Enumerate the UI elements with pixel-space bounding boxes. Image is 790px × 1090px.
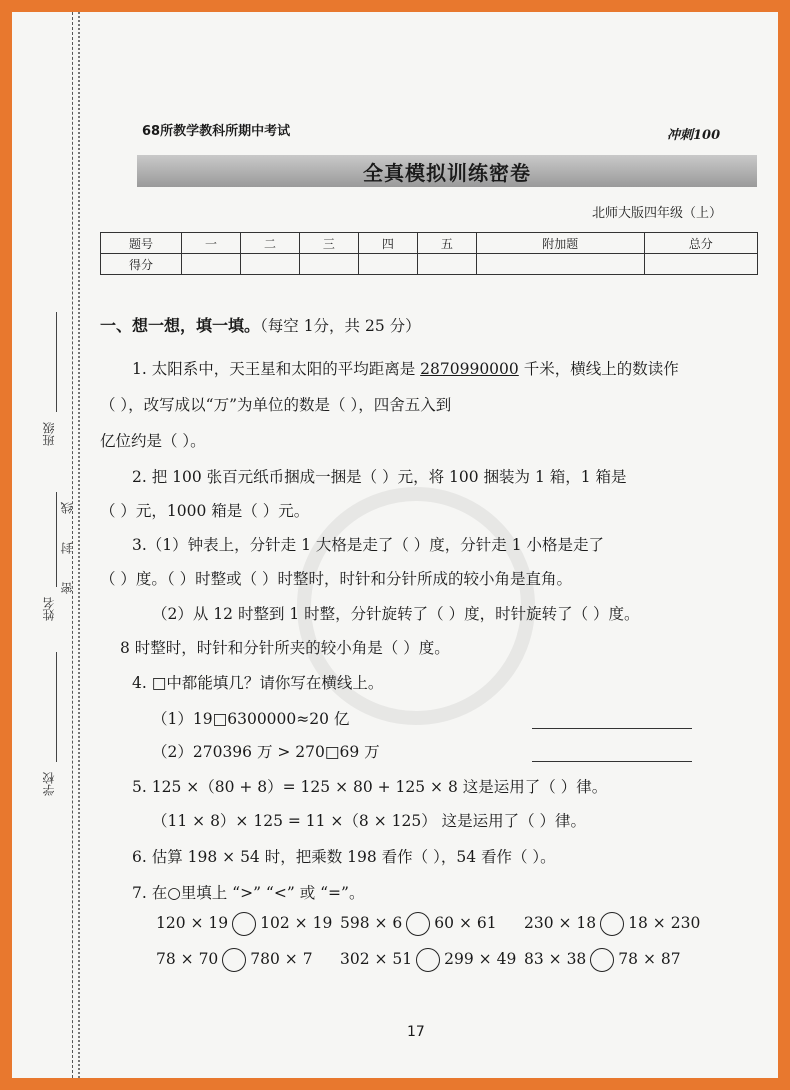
q1-line2: （ ），改写成以“万”为单位的数是（ ），四舍五入到 (100, 396, 452, 414)
compare-circle[interactable] (222, 948, 246, 972)
table-cell: 五 (417, 233, 476, 254)
page-title: 全真模拟训练密卷 (363, 161, 531, 185)
compare-circle[interactable] (406, 912, 430, 936)
class-label: 班级 (42, 422, 56, 446)
seal-char-3: 密 (60, 582, 74, 594)
compare-item: 83 × 38 78 × 87 (524, 948, 681, 972)
q2-line2: （ ）元，1000 箱是（ ）元。 (100, 502, 310, 520)
edition-label: 北师大版四年级（上） (592, 206, 723, 221)
sprint-logo: 冲刺100 (667, 128, 721, 143)
binding-dots (78, 12, 80, 1078)
exam-series: 68所教学教科所期中考试 (142, 124, 291, 139)
compare-item: 120 × 19 102 × 19 (156, 912, 332, 936)
score-table (100, 232, 758, 275)
q4-answer-line-2[interactable] (532, 761, 692, 762)
score-input[interactable] (476, 254, 644, 275)
q4-answer-line-1[interactable] (532, 728, 692, 729)
underlined-number: 2870990000 (420, 360, 519, 378)
score-input[interactable] (358, 254, 417, 275)
q4-line1: 4. □中都能填几？请你写在横线上。 (132, 674, 384, 692)
title-bar (137, 155, 757, 187)
name-line (56, 492, 57, 587)
q1-line3: 亿位约是（ ）。 (100, 432, 206, 450)
school-line (56, 652, 57, 762)
q3-line3: （2）从 12 时整到 1 时整，分针旋转了（ ）度，时针旋转了（ ）度。 (152, 605, 640, 623)
q3-line2: （ ）度。（ ）时整或（ ）时整时，时针和分针所成的较小角是直角。 (100, 570, 573, 588)
table-cell: 一 (182, 233, 241, 254)
q2-line1: 2. 把 100 张百元纸币捆成一捆是（ ）元，将 100 捆装为 1 箱，1 箱是 (132, 468, 627, 486)
compare-item: 230 × 18 18 × 230 (524, 912, 700, 936)
q1-line1: 1. 太阳系中，天王星和太阳的平均距离是 2870990000 千米，横线上的数读作 (132, 360, 679, 378)
table-cell: 得分 (101, 254, 182, 275)
compare-circle[interactable] (590, 948, 614, 972)
score-input[interactable] (644, 254, 757, 275)
q6-line1: 6. 估算 198 × 54 时，把乘数 198 看作（ ），54 看作（ ）。 (132, 848, 556, 866)
compare-circle[interactable] (232, 912, 256, 936)
compare-circle[interactable] (416, 948, 440, 972)
table-cell: 附加题 (476, 233, 644, 254)
compare-item: 302 × 51 299 × 49 (340, 948, 516, 972)
compare-item: 78 × 70 780 × 7 (156, 948, 313, 972)
class-line (56, 312, 57, 412)
table-row (101, 254, 758, 275)
table-row (101, 233, 758, 254)
table-cell: 题号 (101, 233, 182, 254)
q3-line4: 8 时整时，时针和分针所夹的较小角是（ ）度。 (120, 639, 450, 657)
seal-char-1: 线 (60, 502, 74, 514)
table-cell: 三 (299, 233, 358, 254)
q5-line1: 5. 125 ×（80 + 8）= 125 × 80 + 125 × 8 这是运用了（ ）律。 (132, 778, 608, 796)
section1-heading: 一、想一想，填一填。（每空 1分，共 25 分） (100, 316, 421, 335)
table-cell: 二 (240, 233, 299, 254)
compare-item: 598 × 6 60 × 61 (340, 912, 497, 936)
name-label: 姓名 (42, 597, 56, 621)
score-input[interactable] (417, 254, 476, 275)
exam-paper (12, 12, 778, 1078)
q5-line2: （11 × 8）× 125 = 11 ×（8 × 125） 这是运用了（ ）律。 (152, 812, 587, 830)
q4-item2: （2）270396 万 > 270□69 万 (152, 743, 380, 761)
compare-circle[interactable] (600, 912, 624, 936)
score-input[interactable] (240, 254, 299, 275)
q4-item1: （1）19□6300000≈20 亿 (152, 710, 350, 728)
q7-instruction: 7. 在○里填上 “>” “<” 或 “=”。 (132, 884, 365, 902)
page-number: 17 (407, 1024, 425, 1040)
score-input[interactable] (182, 254, 241, 275)
school-label: 学校 (42, 772, 56, 796)
q3-line1: 3.（1）钟表上，分针走 1 大格是走了（ ）度，分针走 1 小格是走了 (132, 536, 605, 554)
seal-char-2: 封 (60, 542, 74, 554)
table-cell: 总分 (644, 233, 757, 254)
score-input[interactable] (299, 254, 358, 275)
table-cell: 四 (358, 233, 417, 254)
